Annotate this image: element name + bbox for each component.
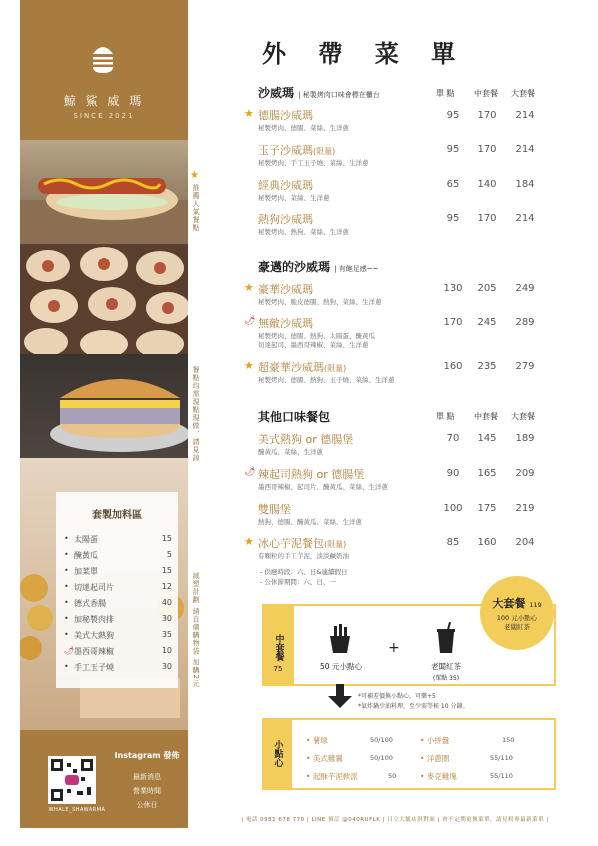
section-title — [258, 258, 379, 275]
price-medium: 205 — [477, 283, 497, 294]
addon-price: 35 — [161, 630, 172, 639]
large-combo-title — [480, 595, 554, 611]
taro-bun-illustration — [20, 354, 188, 458]
item-tag: (限量) — [313, 147, 336, 156]
price-single: 70 — [446, 433, 460, 444]
addon-panel — [56, 492, 178, 688]
item-name-text: 豪華沙威瑪 — [258, 283, 313, 296]
sidebar — [20, 0, 188, 828]
fries-icon — [326, 624, 354, 654]
item-name-text: 美式熱狗 or 德腸堡 — [258, 433, 354, 446]
menu-item-desc: 秘製烤肉、菜絲、生洋蔥 — [258, 194, 330, 202]
item-name-text: 冰心芋泥餐包 — [258, 537, 324, 550]
section-title-text: 其他口味餐包 — [258, 410, 331, 424]
snack-price: 55/110 — [490, 772, 513, 780]
combo-label-price: 75 — [273, 665, 283, 673]
combo-label-title: 中套餐 — [273, 633, 284, 661]
note-line: - 供應時段：六、日&連續假日 — [260, 568, 348, 576]
snack-price: 50 — [388, 772, 397, 780]
menu-item-name — [258, 431, 353, 447]
item-name-text: 雙腸堡 — [258, 503, 291, 516]
star-icon: ★ — [244, 107, 254, 120]
menu-item-name — [258, 501, 291, 517]
snack-price: 150 — [502, 736, 515, 744]
price-medium: 165 — [477, 468, 497, 479]
brand-since: SINCE 2021 — [73, 112, 135, 120]
section-subtitle: | 秘製烤肉口味會標在櫃台 — [298, 91, 380, 99]
price-single: 90 — [446, 468, 460, 479]
bullet-icon: • — [64, 614, 69, 623]
bullet-icon: • — [64, 534, 69, 543]
col-large: 大套餐 — [511, 89, 535, 98]
brand-name: 鯨 鯊 威 瑪 — [63, 94, 145, 108]
addon-price: 5 — [166, 550, 172, 559]
menu-item-name — [258, 177, 313, 193]
item-name-text: 德腸沙威瑪 — [258, 109, 313, 122]
addon-title: 套製加料區 — [92, 510, 142, 521]
price-medium: 170 — [477, 144, 497, 155]
price-single: 170 — [443, 317, 463, 328]
col-single: 單 點 — [436, 89, 455, 98]
down-arrow-icon — [328, 684, 352, 708]
instagram-handle: WHALE_SHAWARMA — [48, 807, 106, 813]
combo-item-drink-sub: (單點 35) — [432, 675, 460, 682]
price-medium: 235 — [477, 361, 497, 372]
price-large: 289 — [515, 317, 535, 328]
large-combo-title-text: 大套餐 — [492, 597, 526, 610]
section-subtitle: | 有飽足感~~ — [334, 265, 379, 273]
drink-cup-icon — [434, 622, 458, 654]
price-medium: 140 — [477, 179, 497, 190]
price-medium: 160 — [477, 537, 497, 548]
price-medium: 170 — [477, 213, 497, 224]
price-single: 85 — [446, 537, 460, 548]
snack-name: • 麥克雞塊 — [420, 772, 457, 781]
bullet-icon: • — [64, 662, 69, 671]
snack-name-text: 起酥芋泥軟派 — [312, 772, 358, 781]
chili-icon: 🌶 — [244, 316, 256, 326]
side-note-popular: 推薦人氣餐點 — [192, 184, 200, 232]
instagram-line: 最新消息 — [133, 773, 161, 781]
snack-name-text: 麥克雞塊 — [426, 772, 457, 781]
col-medium: 中套餐 — [474, 412, 498, 421]
combo-label — [264, 630, 292, 675]
snack-name-text: 小拼盤 — [426, 736, 450, 745]
snack-name: • 美式雞翼 — [306, 754, 343, 763]
qr-code[interactable] — [48, 756, 96, 804]
addon-price: 30 — [161, 614, 172, 623]
addon-name: 墨西哥辣椒 — [74, 647, 114, 656]
menu-item-name — [258, 142, 335, 158]
menu-item-desc: 熱狗、德腸、醃黃瓜、菜絲、生洋蔥 — [258, 518, 362, 526]
price-single: 95 — [446, 110, 460, 121]
menu-item-desc: 醃黃瓜、菜絲、生洋蔥 — [258, 448, 323, 456]
menu-item-desc: 秘製烤肉、手工玉子燒、菜絲、生洋蔥 — [258, 159, 369, 167]
price-single: 160 — [443, 361, 463, 372]
price-medium: 145 — [477, 433, 497, 444]
price-large: 249 — [515, 283, 535, 294]
item-name-text: 辣起司熱狗 or 德腸堡 — [258, 468, 365, 481]
snack-name: • 洋蔥圈 — [420, 754, 450, 763]
combo-item-drink: 老闆紅茶 — [431, 662, 461, 671]
price-medium: 175 — [477, 503, 497, 514]
price-large: 184 — [515, 179, 535, 190]
menu-item-desc: 秘製烤肉、德腸、熱狗、太陽蛋、醃黃瓜 — [258, 332, 375, 340]
col-large: 大套餐 — [511, 412, 535, 421]
price-medium: 245 — [477, 317, 497, 328]
item-name-text: 經典沙威瑪 — [258, 179, 313, 192]
addon-price: 30 — [161, 662, 172, 671]
item-tag: (限量) — [324, 540, 347, 549]
addon-price: 10 — [161, 646, 172, 655]
addon-name: 切達起司片 — [74, 583, 114, 592]
burger-logo-icon — [90, 40, 116, 76]
price-large: 189 — [515, 433, 535, 444]
snack-name: • 薯球 — [306, 736, 328, 745]
instagram-line: 營業時間 — [133, 787, 161, 795]
hotdog-illustration — [20, 140, 188, 244]
sandwiches-photo — [20, 244, 188, 354]
combo-note: *可補差價換小點心，可樂+5 — [358, 693, 436, 700]
col-medium: 中套餐 — [474, 89, 498, 98]
star-icon: ★ — [244, 281, 254, 294]
addon-name: 加菜單 — [74, 567, 98, 576]
large-combo-price: 119 — [529, 601, 542, 609]
price-large: 219 — [515, 503, 535, 514]
menu-item-name — [258, 211, 313, 227]
addon-name: 手工玉子燒 — [74, 663, 114, 672]
chili-icon: 🌶 — [244, 467, 256, 477]
taro-bun-photo — [20, 354, 188, 458]
menu-item-desc: 秘製烤肉、德腸、菜絲、生洋蔥 — [258, 124, 349, 132]
large-combo-line: 老闆紅茶 — [504, 623, 530, 631]
chili-icon: 🌶 — [64, 646, 75, 655]
side-note-made-to-order: 餐點均需現點現做，請見諒 — [192, 366, 200, 462]
brand-header — [20, 0, 188, 140]
price-single: 95 — [446, 144, 460, 155]
snack-price: 50/100 — [370, 736, 393, 744]
snack-price: 50/100 — [370, 754, 393, 762]
star-icon: ★ — [244, 359, 254, 372]
item-name-text: 無敵沙威瑪 — [258, 317, 313, 330]
addon-name: 加秘製肉排 — [74, 615, 114, 624]
large-combo-line: 100 元小點心 — [496, 614, 538, 622]
star-icon: ★ — [244, 535, 254, 548]
combo-note: *氣炸鍋少油料理，至少需等候 10 分鐘。 — [358, 703, 469, 710]
price-large: 279 — [515, 361, 535, 372]
menu-item-name — [258, 535, 346, 551]
menu-item-name — [258, 315, 313, 331]
menu-item-desc: 秘製烤肉、熱狗、菜絲、生洋蔥 — [258, 228, 349, 236]
item-name-text: 熱狗沙威瑪 — [258, 213, 313, 226]
combo-item-snack: 50 元小點心 — [320, 662, 362, 671]
menu-item-name — [258, 281, 313, 297]
price-large: 204 — [515, 537, 535, 548]
snack-name: • 起酥芋泥軟派 — [306, 772, 358, 781]
item-tag: (限量) — [324, 364, 347, 373]
instagram-line: 公休日 — [136, 801, 158, 809]
section-title — [258, 408, 330, 425]
price-large: 214 — [515, 110, 535, 121]
addon-price: 40 — [161, 598, 172, 607]
addon-name: 德式香腸 — [74, 599, 106, 608]
snack-name-text: 薯球 — [312, 736, 328, 745]
addon-name: 太陽蛋 — [74, 535, 98, 544]
snack-price: 55/110 — [490, 754, 513, 762]
menu-item-desc: 秘製烤肉、德腸、熱狗、玉子燒、菜絲、生洋蔥 — [258, 376, 395, 384]
menu-item-desc-2: 切達起司、墨西哥辣椒、菜絲、生洋蔥 — [258, 341, 369, 349]
sandwiches-illustration — [20, 244, 188, 354]
bullet-icon: • — [64, 598, 69, 607]
side-note-plastic: 減塑計劃 請自備購物袋 加購2元 — [192, 572, 200, 688]
menu-item-name — [258, 107, 313, 123]
price-single: 100 — [443, 503, 463, 514]
section-title-text: 豪邁的沙威瑪 — [258, 260, 331, 274]
menu-item-name — [258, 359, 346, 375]
instagram-title: Instagram 發佈 — [114, 751, 180, 760]
price-large: 214 — [515, 213, 535, 224]
section-title — [258, 84, 380, 101]
bullet-icon: • — [64, 566, 69, 575]
instagram-panel — [20, 730, 188, 828]
snack-name-text: 美式雞翼 — [312, 754, 343, 763]
item-name-text: 玉子沙威瑪 — [258, 144, 313, 157]
bullet-icon: • — [64, 550, 69, 559]
bullet-icon: • — [64, 630, 69, 639]
price-single: 130 — [443, 283, 463, 294]
item-name-text: 超豪華沙威瑪 — [258, 361, 324, 374]
plus-icon: + — [388, 640, 400, 656]
note-line: - 公休節期間：六、日、一 — [260, 578, 336, 586]
menu-item-name — [258, 466, 364, 482]
price-medium: 170 — [477, 110, 497, 121]
menu-item-desc: 墨西哥辣椒、起司片、醃黃瓜、菜絲、生洋蔥 — [258, 483, 388, 491]
footer: | 電話 0981 678 770 | LINE 預訂 @040RUFLK | 日立大飯店斜對面 | 會不定期更換菜單，請見粉專最新菜單 | — [241, 817, 549, 823]
addon-price: 15 — [161, 534, 172, 543]
snack-name: • 小拼盤 — [420, 736, 450, 745]
price-single: 95 — [446, 213, 460, 224]
star-icon: ★ — [190, 170, 199, 181]
bullet-icon: • — [64, 582, 69, 591]
price-large: 209 — [515, 468, 535, 479]
addon-name: 美式大熱狗 — [74, 631, 114, 640]
col-single: 單 點 — [436, 412, 455, 421]
price-large: 214 — [515, 144, 535, 155]
section-title-text: 沙威瑪 — [258, 86, 295, 100]
snacks-label-text: 小點心 — [272, 740, 283, 767]
snacks-label — [264, 740, 290, 767]
addon-name: 醃黃瓜 — [74, 551, 98, 560]
snack-name-text: 洋蔥圈 — [426, 754, 450, 763]
addon-price: 12 — [161, 582, 172, 591]
page-title: 外 帶 菜 單 — [262, 40, 468, 68]
menu-item-desc: 秘製烤肉、脆皮德腸、熱狗、菜絲、生洋蔥 — [258, 298, 382, 306]
hotdog-photo — [20, 140, 188, 244]
addon-price: 15 — [161, 566, 172, 575]
qr-code-icon — [51, 759, 93, 801]
menu-item-desc: 有顆粒的手工芋泥，淡淡鹹奶油 — [258, 552, 349, 560]
price-single: 65 — [446, 179, 460, 190]
